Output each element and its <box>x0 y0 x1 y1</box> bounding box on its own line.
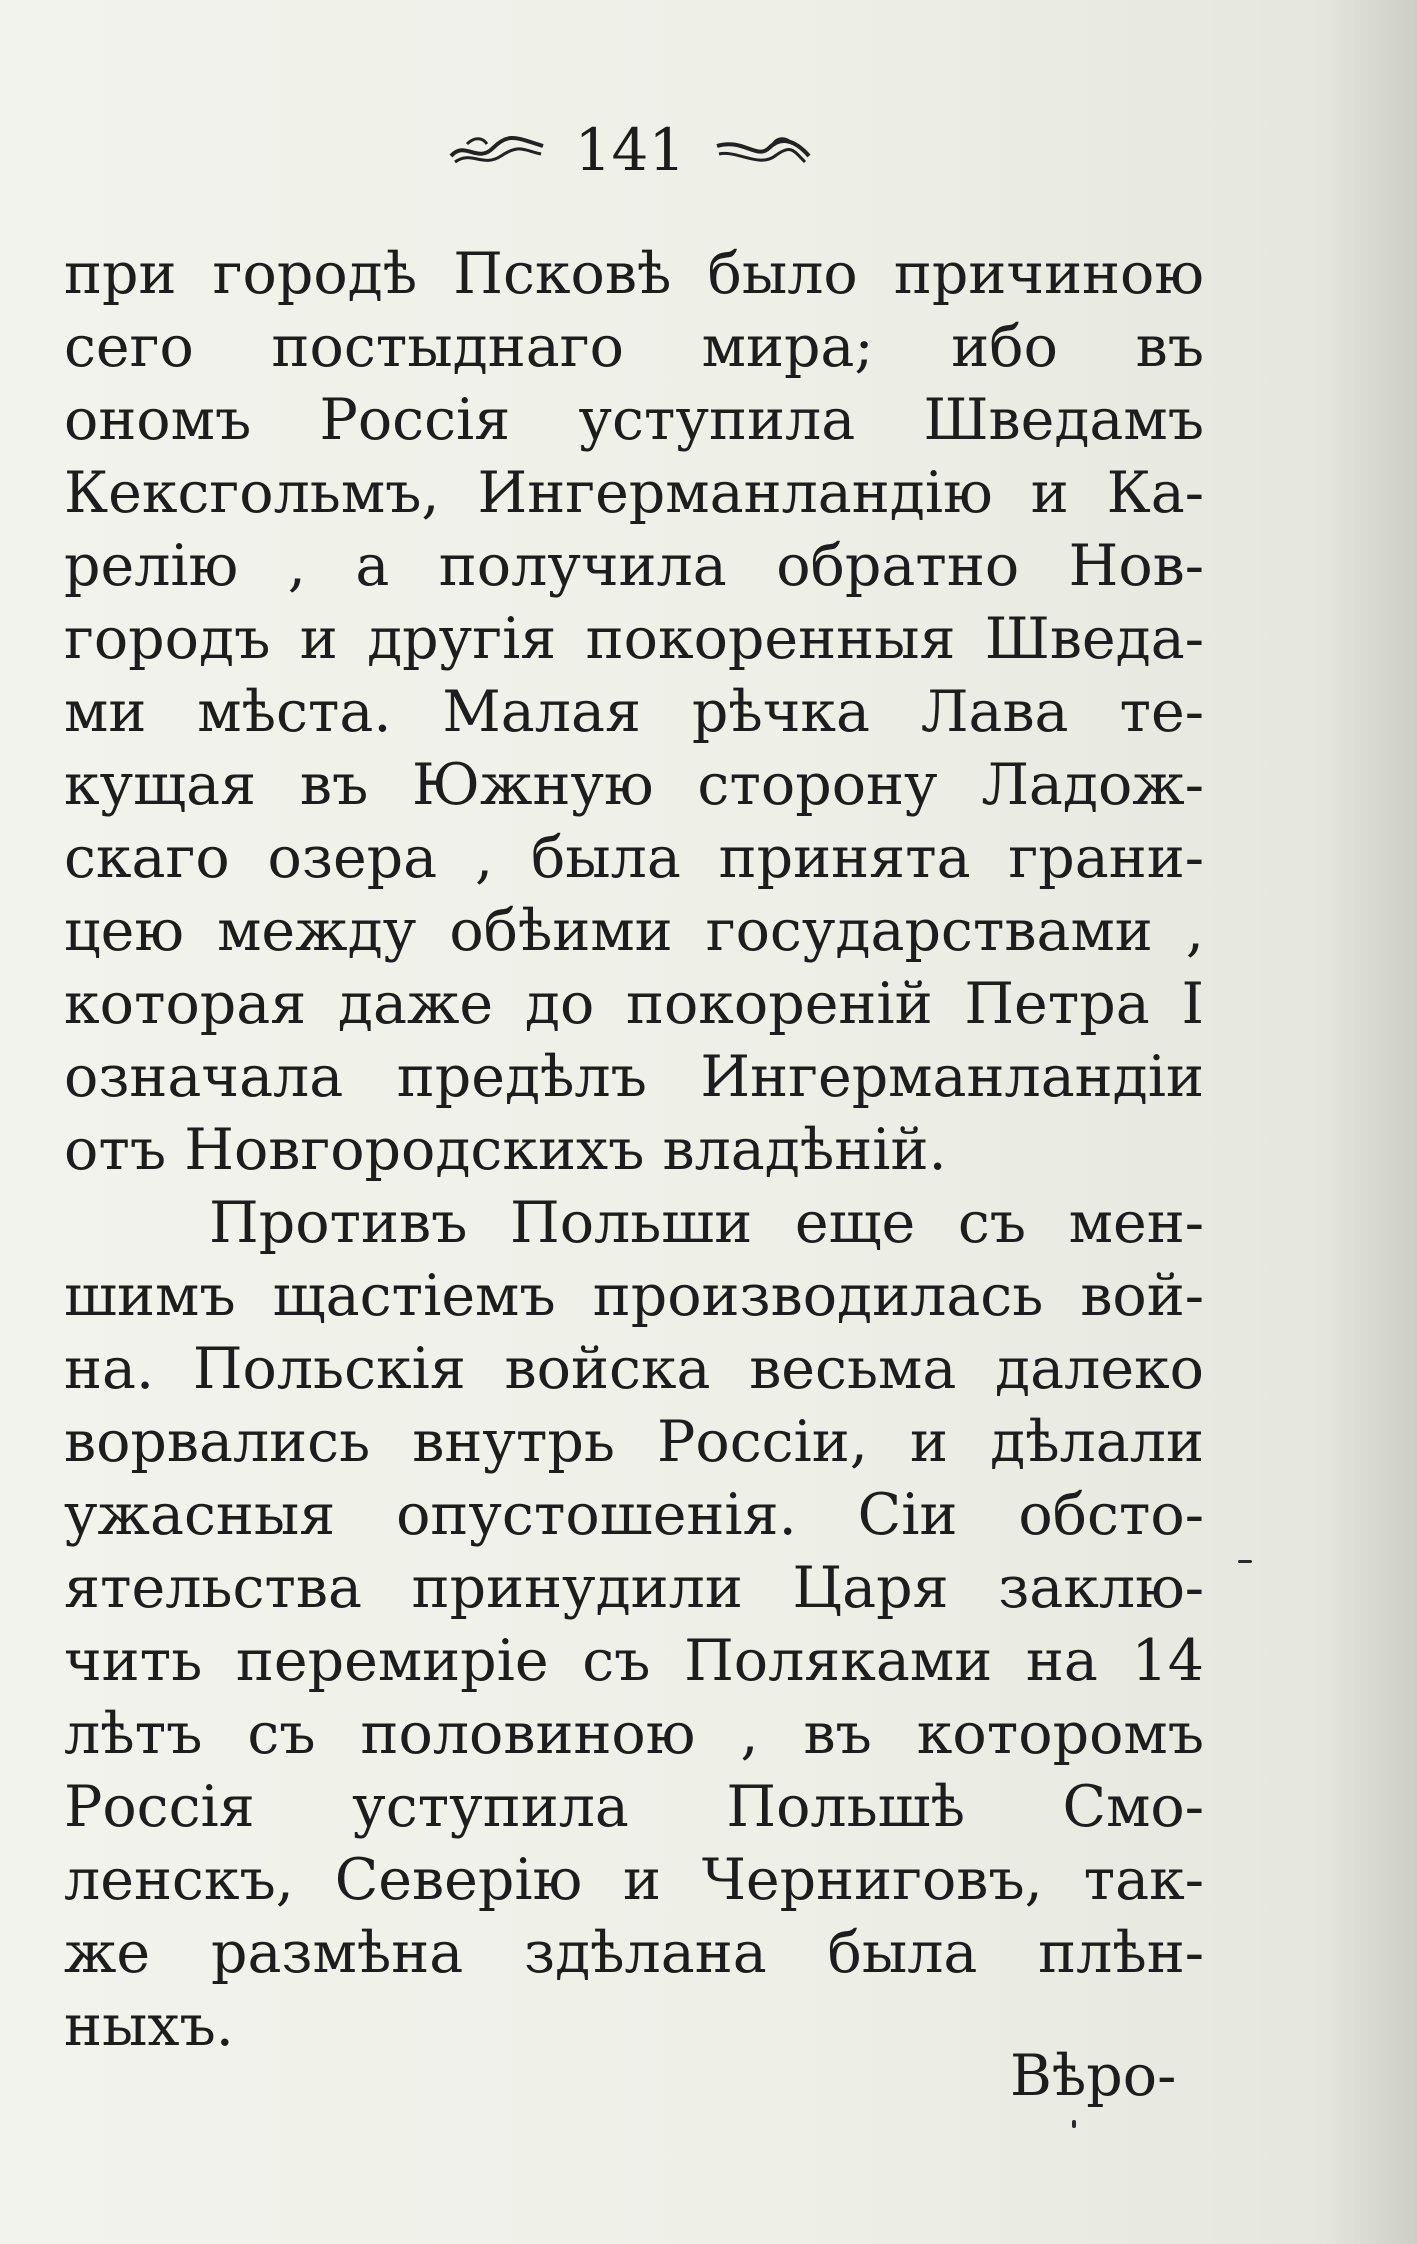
text-line: отъ Новгородскихъ владѣній. <box>64 1117 947 1183</box>
text-line: кущая въ Южную сторону Ладож- <box>64 752 1204 818</box>
text-line: на. Польскія войска весьма далеко <box>64 1336 1204 1402</box>
page-number: 141 <box>574 116 686 184</box>
text-line: шимъ щастіемъ производилась вой- <box>64 1263 1204 1329</box>
text-line: которая даже до покореній Петра I <box>64 971 1204 1037</box>
text-line: ныхъ. <box>64 1993 234 2059</box>
text-line: при городѣ Псковѣ было причиною <box>64 241 1204 307</box>
ink-speck <box>1072 2120 1076 2128</box>
left-flourish-icon <box>447 130 547 170</box>
text-line: сего постыднаго мира; ибо въ <box>64 314 1204 380</box>
page-header <box>440 110 820 190</box>
text-line: означала предѣлъ Ингерманландіи <box>64 1044 1204 1110</box>
text-line: ономъ Россія уступила Шведамъ <box>64 387 1204 453</box>
text-line: релію , а получила обратно Нов- <box>64 533 1204 599</box>
margin-mark <box>1238 1560 1252 1563</box>
text-line: ворвались внутрь Россіи, и дѣлали <box>64 1409 1204 1475</box>
text-line: ятельства принудили Царя заклю- <box>64 1555 1204 1621</box>
text-line: ленскъ, Северію и Черниговъ, так- <box>64 1847 1204 1913</box>
text-line: ужасныя опустошенія. Сіи обсто- <box>64 1482 1204 1548</box>
right-flourish-icon <box>713 130 813 170</box>
text-line: Россія уступила Польшѣ Смо- <box>64 1774 1204 1840</box>
catchword: Вѣро- <box>1010 2043 1177 2109</box>
text-line: Кексгольмъ, Ингерманландію и Ка- <box>64 460 1204 526</box>
text-line: лѣтъ съ половиною , въ которомъ <box>64 1701 1204 1767</box>
text-line: цею между обѣими государствами , <box>64 898 1204 964</box>
text-line: чить перемиріе съ Поляками на 14 <box>64 1628 1204 1694</box>
text-line: городъ и другія покоренныя Шведа- <box>64 606 1204 672</box>
page-edge-shadow <box>1330 0 1417 2244</box>
paragraph-start-line: Противъ Польши еще съ мен- <box>209 1190 1204 1256</box>
body-text <box>64 238 1204 2063</box>
text-line: скаго озера , была принята грани- <box>64 825 1204 891</box>
text-line: же размѣна здѣлана была плѣн- <box>64 1920 1204 1986</box>
text-line: ми мѣста. Малая рѣчка Лава те- <box>64 679 1204 745</box>
